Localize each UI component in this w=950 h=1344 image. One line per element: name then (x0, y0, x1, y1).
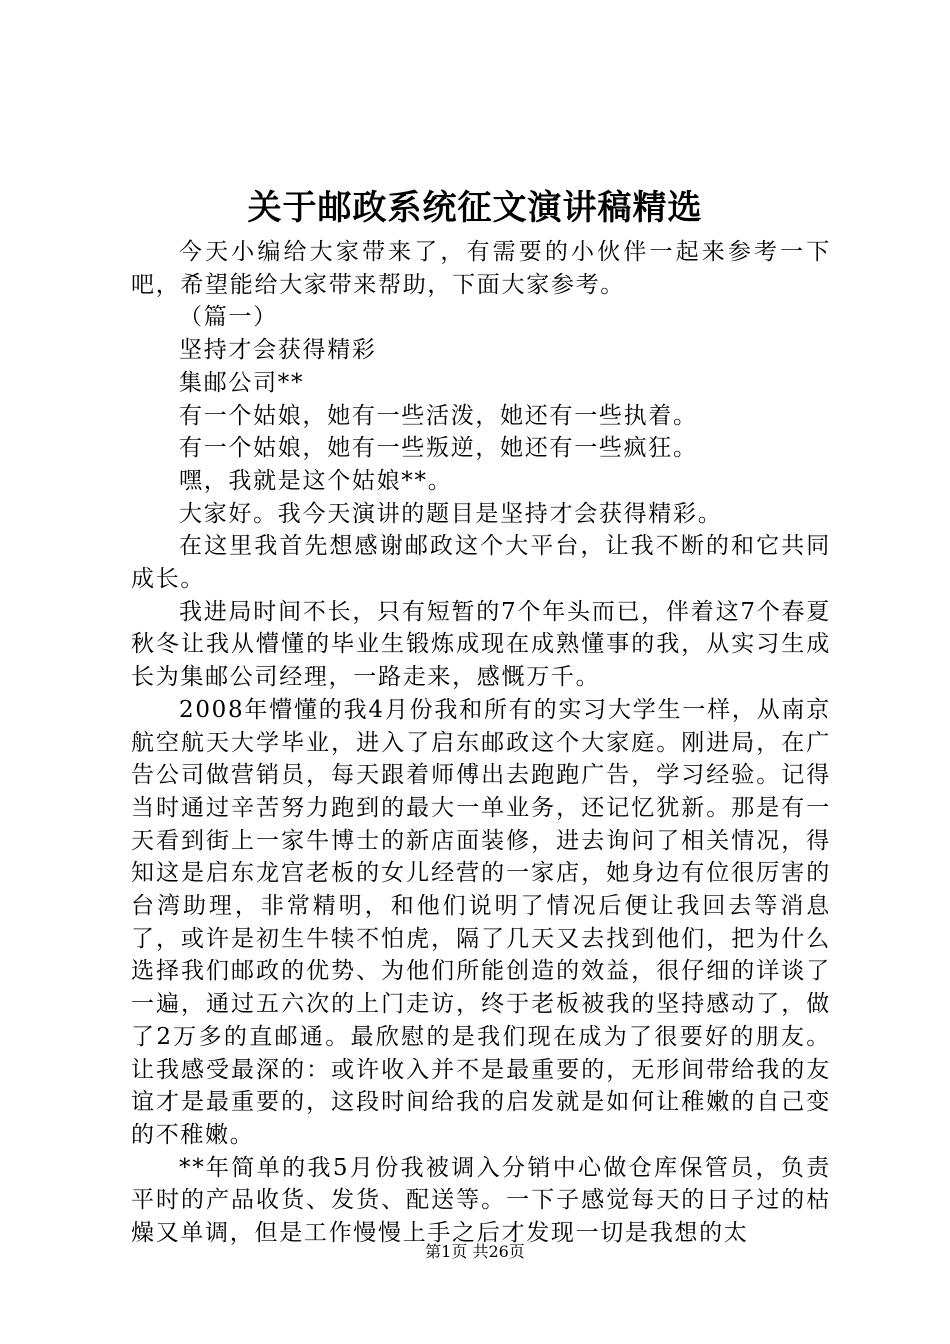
paragraph: 大家好。我今天演讲的题目是坚持才会获得精彩。 (179, 500, 723, 527)
paragraph: 坚持才会获得精彩 (179, 337, 377, 364)
paragraph: 我进局时间不长，只有短暂的7个年头而已，伴着这7个春夏秋冬让我从懵懂的毕业生锻炼成现在成熟懂事的我，从实习生成长为集邮公司经理，一路走来，感慨万千。 (131, 598, 831, 691)
paragraph: 今天小编给大家带来了，有需要的小伙伴一起来参考一下吧，希望能给大家带来帮助，下面大家参考。 (131, 239, 831, 298)
paragraph: 集邮公司** (179, 369, 305, 396)
page-footer: 第1页 共26页 (425, 1242, 525, 1261)
paragraph: （篇一） (179, 304, 278, 331)
paragraph: 2008年懵懂的我4月份我和所有的实习大学生一样，从南京航空航天大学毕业，进入了启东邮政这个大家庭。刚进局，在广告公司做营销员，每天跟着师傅出去跑跑广告，学习经验。记得当时通过辛苦努力跑到的最大一单业务，还记忆犹新。那是有一天看到街上一家牛博士的新店面装修，进去询问了相关情况，得知这是启东龙宫老板的女儿经营的一家店，她身边有位很厉害的台湾助理，非常精明，和他们说明了情况后便让我回去等消息了，或许是初生牛犊不怕虎，隔了几天又去找到他们，把为什么选择我们邮政的优势、为他们所能创造的效益，很仔细的详谈了一遍，通过五六次的上门走访，终于老板被我的坚持感动了，做了2万多的直邮通。最欣慰的是我们现在成为了很要好的朋友。让我感受最深的：或许收入并不是最重要的，无形间带给我的友谊才是最重要的，这段时间给我的启发就是如何让稚嫩的自己变的不稚嫩。 (131, 696, 831, 1148)
paragraph: 在这里我首先想感谢邮政这个大平台，让我不断的和它共同成长。 (131, 533, 831, 593)
paragraph: 有一个姑娘，她有一些活泼，她还有一些执着。 (179, 402, 698, 429)
document-body (131, 236, 831, 1250)
paragraph: 嘿，我就是这个姑娘**。 (179, 467, 453, 494)
paragraph: **年简单的我5月份我被调入分销中心做仓库保管员，负责平时的产品收货、发货、配送等。一下子感觉每天的日子过的枯燥又单调，但是工作慢慢上手之后才发现一切是我想的太 (131, 1154, 831, 1247)
paragraph: 有一个姑娘，她有一些叛逆，她还有一些疯狂。 (179, 435, 698, 462)
document-title: 关于邮政系统征文演讲稿精选 (247, 188, 703, 228)
